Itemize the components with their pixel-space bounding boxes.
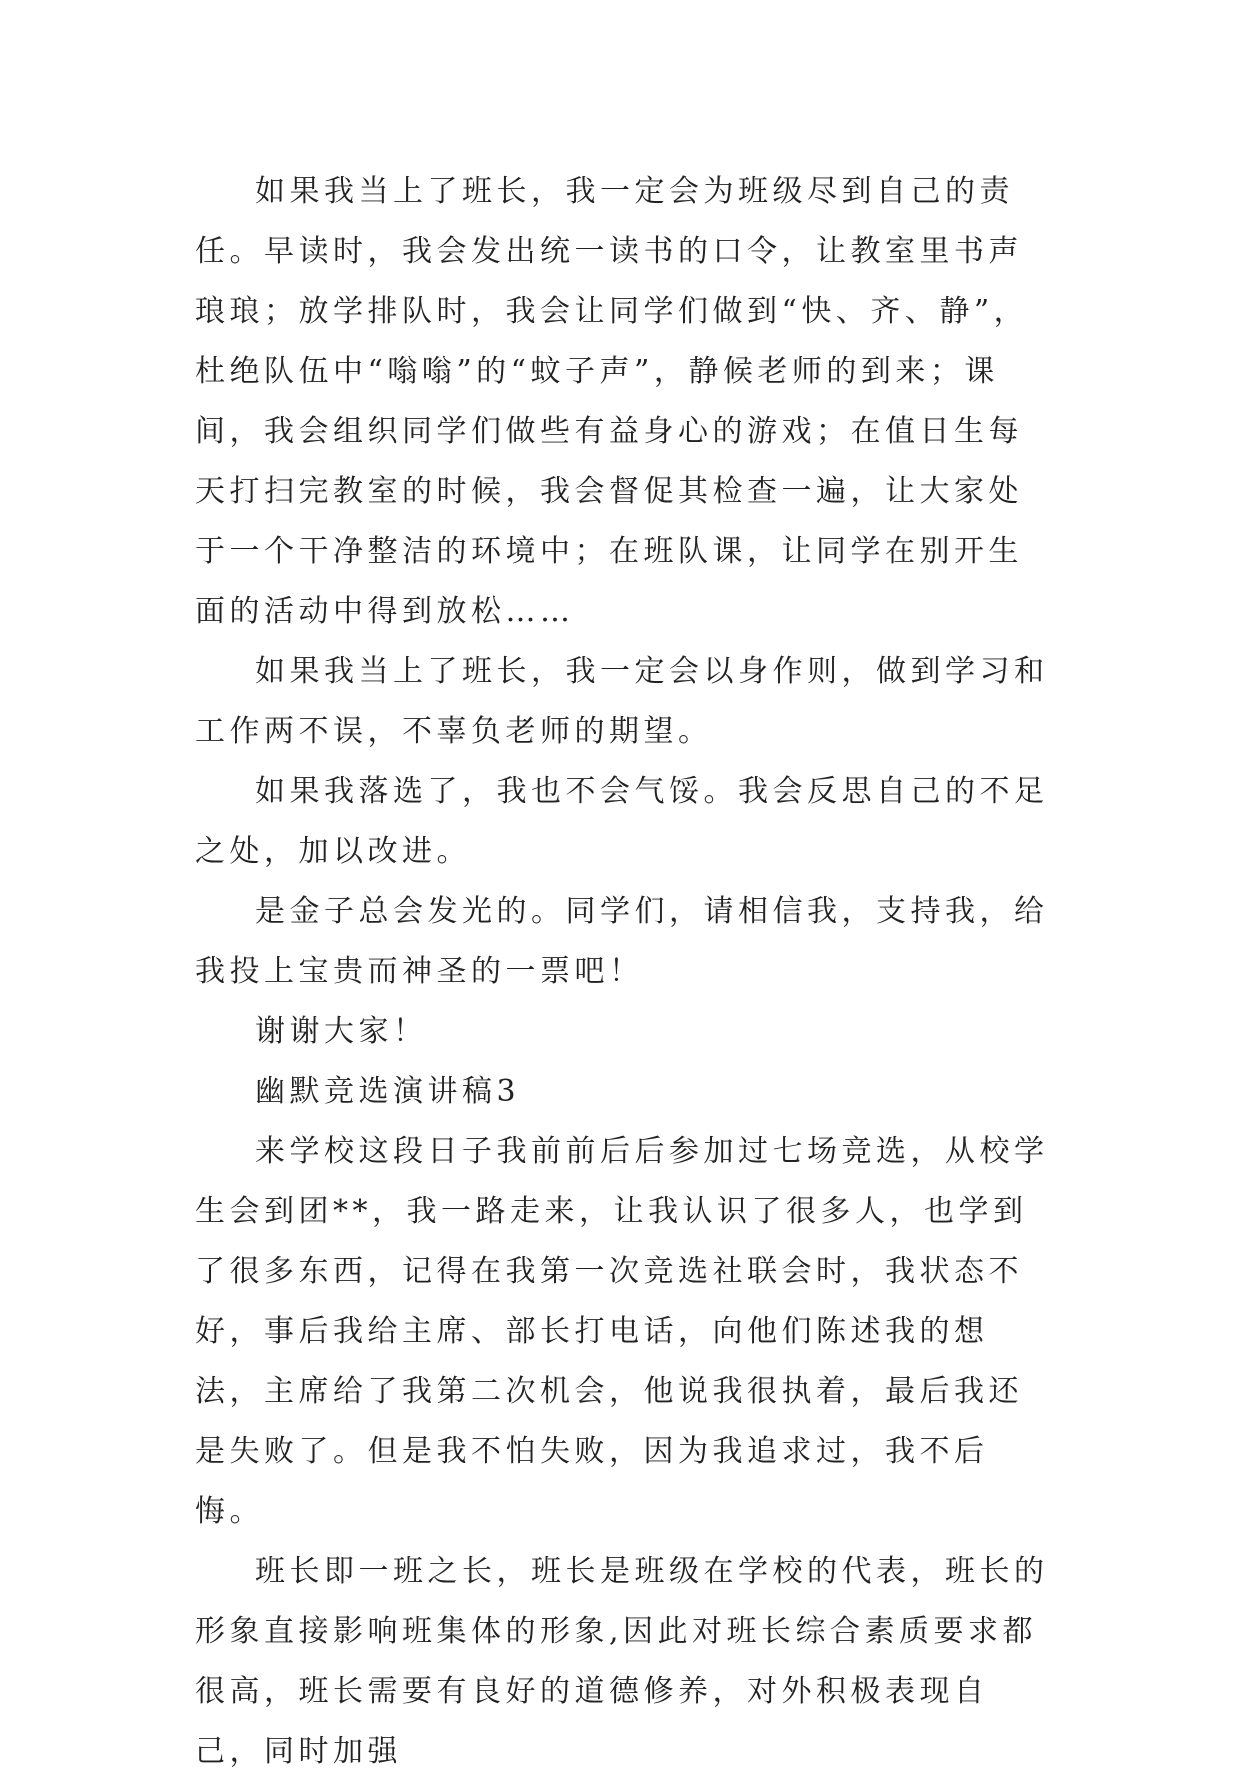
paragraph-if-not-elected: 如果我落选了，我也不会气馁。我会反思自己的不足之处，加以改进。: [195, 774, 1049, 869]
paragraph-thanks: 谢谢大家！: [255, 1014, 428, 1049]
section-heading: 幽默竞选演讲稿3: [255, 1074, 521, 1109]
paragraph-lead-by-example: 如果我当上了班长，我一定会以身作则，做到学习和工作两不误，不辜负老师的期望。: [195, 654, 1049, 749]
paragraph-monitor-role: 班长即一班之长，班长是班级在学校的代表，班长的形象直接影响班集体的形象,因此对班长综合素质要求都很高，班长需要有良好的道德修养，对外积极表现自己，同时加强: [195, 1554, 1049, 1769]
paragraph-election-experience: 来学校这段日子我前前后后参加过七场竞选，从校学生会到团**，我一路走来，让我认识了很多人，也学到了很多东西，记得在我第一次竞选社联会时，我状态不好，事后我给主席、部长打电话，向他们陈述我的想法，主席给了我第二次机会，他说我很执着，最后我还是失败了。但是我不怕失败，因为我追求过，我不后悔。: [195, 1134, 1049, 1529]
document-body: [195, 162, 1055, 1782]
paragraph-vote-appeal: 是金子总会发光的。同学们，请相信我，支持我，给我投上宝贵而神圣的一票吧！: [195, 894, 1049, 989]
paragraph-class-duties: 如果我当上了班长，我一定会为班级尽到自己的责任。早读时，我会发出统一读书的口令，让教室里书声琅琅；放学排队时，我会让同学们做到“快、齐、静”，杜绝队伍中“嗡嗡”的“蚊子声”，静候老师的到来；课间，我会组织同学们做些有益身心的游戏；在值日生每天打扫完教室的时候，我会督促其检查一遍，让大家处于一个干净整洁的环境中；在班队课，让同学在别开生面的活动中得到放松……: [195, 174, 1029, 629]
